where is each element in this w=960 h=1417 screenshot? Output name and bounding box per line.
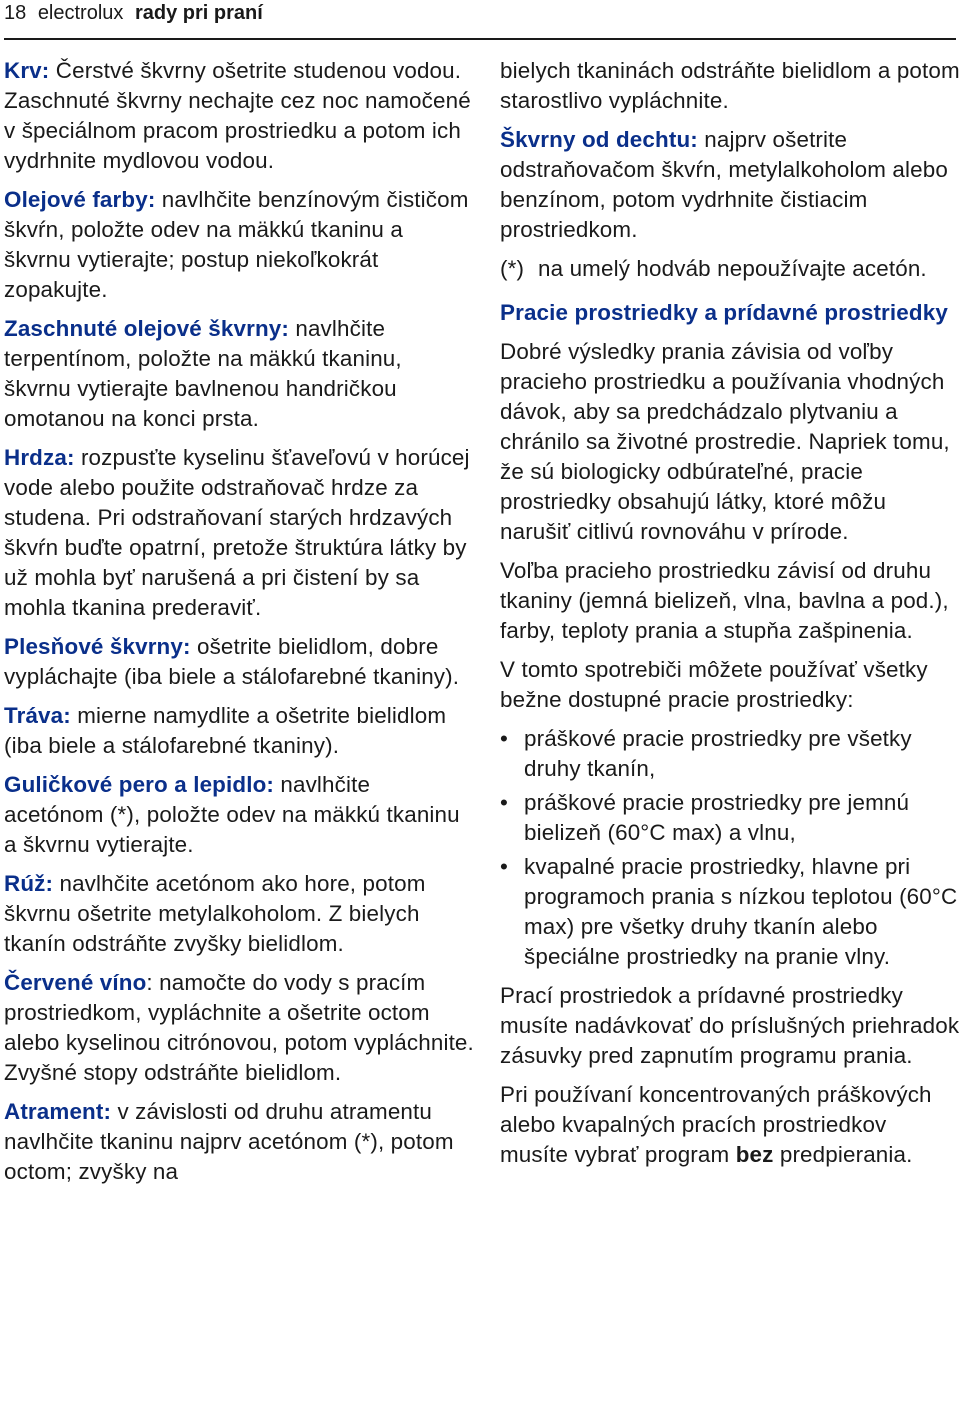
stain-tip-grass	[4, 701, 474, 761]
brand-name: electrolux	[37, 2, 124, 24]
stain-tip-lipstick	[4, 869, 474, 959]
bullet-icon: •	[500, 726, 508, 751]
detergent-list	[500, 724, 960, 972]
stain-tip-rust	[4, 443, 474, 623]
stain-text: : namočte do vody s pracím prostriedkom, vypláchnite a ošetrite octom alebo kyselinou citrónovou, potom vypláchnite. Zvyšné stopy odstráňte bielidlom.	[4, 970, 474, 1085]
stain-term: Atrament:	[4, 1099, 112, 1124]
stain-tip-dried-oil	[4, 314, 474, 434]
stain-term: Plesňové škvrny:	[4, 634, 191, 659]
page-header	[4, 0, 956, 40]
list-item-text: práškové pracie prostriedky pre všetky druhy tkanín,	[524, 726, 912, 781]
stain-text: navlhčite acetónom (*), položte odev na mäkkú tkaninu a škvrnu vytierajte.	[4, 772, 460, 857]
stain-term: Zaschnuté olejové škvrny:	[4, 316, 289, 341]
concentrated-text-bold: bez	[735, 1142, 774, 1167]
stain-tip-red-wine	[4, 968, 474, 1088]
stain-term: Hrdza:	[4, 445, 75, 470]
stain-text: Čerstvé škvrny ošetrite studenou vodou. Zaschnuté škvrny nechajte cez noc namočené v špeciálnom pracom prostriedku a potom ich vydrhnite mydlovou vodou.	[4, 58, 471, 173]
stain-tip-ink	[4, 1097, 474, 1187]
left-column	[4, 56, 474, 1196]
list-item	[500, 724, 960, 784]
stain-tip-blood	[4, 56, 474, 176]
stain-tip-mould	[4, 632, 474, 692]
concentrated-text-end: predpierania.	[773, 1142, 913, 1167]
list-item-text: kvapalné pracie prostriedky, hlavne pri programoch prania s nízkou teplotou (60°C max) pre všetky druhy tkanín alebo špeciálne prostriedky na pranie vlny.	[524, 854, 958, 969]
bullet-icon: •	[500, 854, 508, 879]
stain-tip-oil-paint	[4, 185, 474, 305]
stain-text: navlhčite benzínovým čističom škvŕn, položte odev na mäkkú tkaninu a škvrnu vytierajte; postup niekoľkokrát zopakujte.	[4, 187, 469, 302]
paragraph-usable: V tomto spotrebiči môžete používať všetky bežne dostupné pracie prostriedky:	[500, 657, 928, 712]
stain-term: Rúž:	[4, 871, 54, 896]
note-text: na umelý hodváb nepoužívajte acetón.	[538, 256, 927, 281]
stain-term: Červené víno	[4, 970, 147, 995]
stain-tip-tar	[500, 125, 960, 245]
section-title: rady pri praní	[134, 2, 263, 24]
list-item	[500, 852, 960, 972]
stain-text: v závislosti od druhu atramentu navlhčite tkaninu najprv acetónom (*), potom octom; zvyšky na	[4, 1099, 454, 1184]
right-column	[500, 56, 960, 1179]
bullet-icon: •	[500, 790, 508, 815]
stain-text: mierne namydlite a ošetrite bielidlom (iba biele a stálofarebné tkaniny).	[4, 703, 447, 758]
paragraph-choice: Voľba pracieho prostriedku závisí od druhu tkaniny (jemná bielizeň, vlna, bavlna a pod.), farby, teploty prania a stupňa zašpinenia.	[500, 558, 949, 643]
paragraph-concentrated	[500, 1080, 960, 1170]
ink-continuation: bielych tkaninách odstráňte bielidlom a potom starostlivo vypláchnite.	[500, 58, 960, 113]
acetone-note	[500, 254, 960, 284]
stain-text: rozpusťte kyselinu šťaveľovú v horúcej vode alebo použite odstraňovač hrdze za studena. Pri odstraňovaní starých hrdzavých škvŕn buďte opatrní, pretože štruktúra látky by už mohla byť narušená a pri čistení by sa mohla tkanina prederaviť.	[4, 445, 470, 620]
paragraph-dosing: Prací prostriedok a prídavné prostriedky musíte nadávkovať do príslušných priehradok zásuvky pred zapnutím programu prania.	[500, 983, 960, 1068]
stain-term: Guličkové pero a lepidlo:	[4, 772, 275, 797]
stain-term: Olejové farby:	[4, 187, 156, 212]
stain-tip-pen-glue	[4, 770, 474, 860]
list-item	[500, 788, 960, 848]
concentrated-text-start: Pri používaní koncentrovaných práškových alebo kvapalných pracích prostriedkov musíte vybrať program	[500, 1082, 932, 1167]
stain-text: ošetrite bielidlom, dobre vypláchajte (iba biele a stálofarebné tkaniny).	[4, 634, 460, 689]
note-mark: (*)	[500, 256, 525, 281]
section-heading: Pracie prostriedky a prídavné prostriedky	[500, 300, 948, 325]
stain-term: Tráva:	[4, 703, 71, 728]
stain-text: navlhčite acetónom ako hore, potom škvrnu ošetrite metylalkoholom. Z bielych tkanín odstráňte zvyšky bielidlom.	[4, 871, 426, 956]
stain-term: Krv:	[4, 58, 50, 83]
list-item-text: práškové pracie prostriedky pre jemnú bielizeň (60°C max) a vlnu,	[524, 790, 910, 845]
stain-text: navlhčite terpentínom, položte na mäkkú tkaninu, škvrnu vytierajte bavlnenou handričkou omotanou na konci prsta.	[4, 316, 402, 431]
paragraph-results: Dobré výsledky prania závisia od voľby pracieho prostriedku a používania vhodných dávok, aby sa predchádzalo plytvaniu a chránilo sa životné prostredie. Napriek tomu, že sú biologicky odbúrateľné, pracie prostriedky obsahujú látky, ktoré môžu narušiť citlivú rovnováhu v prírode.	[500, 339, 950, 544]
stain-term: Škvrny od dechtu:	[500, 127, 698, 152]
page-number: 18	[4, 2, 27, 24]
stain-text: najprv ošetrite odstraňovačom škvŕn, metylalkoholom alebo benzínom, potom vydrhnite čistiacim prostriedkom.	[500, 127, 948, 242]
